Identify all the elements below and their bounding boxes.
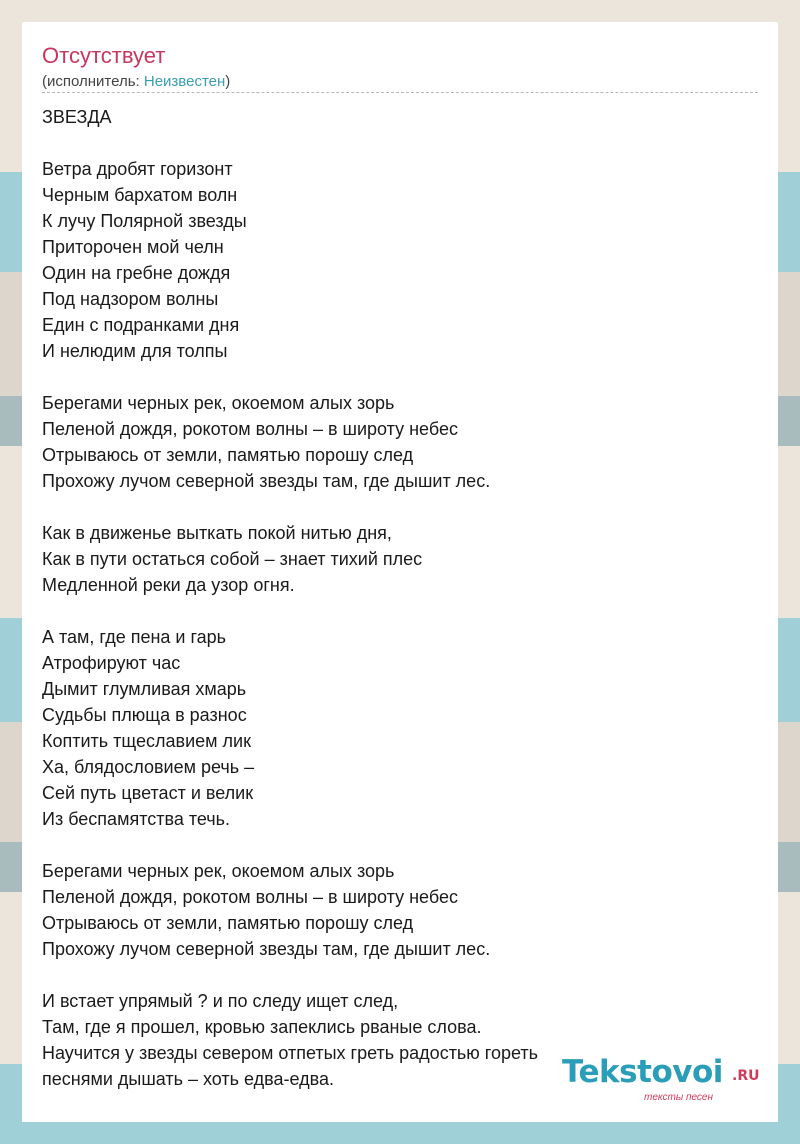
- lyric-line: Сей путь цветаст и велик: [42, 783, 254, 803]
- lyric-line: Под надзором волны: [42, 289, 219, 309]
- performer-link[interactable]: Неизвестен: [143, 73, 226, 90]
- lyric-line: Приторочен мой челн: [42, 237, 224, 257]
- lyric-line: Ха, блядословием речь –: [42, 757, 255, 777]
- tekstovoi-logo[interactable]: [562, 1054, 772, 1114]
- performer-suffix: ): [225, 73, 231, 90]
- lyric-line: Судьбы плюща в разнос: [42, 705, 247, 725]
- lyric-line: Коптить тщеславием лик: [42, 731, 251, 751]
- lyric-line: Атрофируют час: [42, 653, 181, 673]
- lyric-line: И встает упрямый ? и по следу ищет след,: [42, 991, 399, 1011]
- lyric-line: И нелюдим для толпы: [42, 341, 228, 361]
- lyric-line: Един с подранками дня: [42, 315, 240, 335]
- song-heading: ЗВЕЗДА: [42, 107, 112, 127]
- stanza-gap: [42, 494, 758, 520]
- lyric-line: Пеленой дождя, рокотом волны – в широту небес: [42, 419, 458, 439]
- lyric-line: Отрываюсь от земли, памятью порошу след: [42, 445, 414, 465]
- lyric-line: Берегами черных рек, окоемом алых зорь: [42, 393, 395, 413]
- lyric-line: К лучу Полярной звезды: [42, 211, 247, 231]
- stanza-gap: [42, 962, 758, 988]
- lyric-line: Как в пути остаться собой – знает тихий плес: [42, 549, 423, 569]
- lyric-line: песнями дышать – хоть едва-едва.: [42, 1069, 335, 1089]
- stanza-gap: [42, 364, 758, 390]
- lyric-line: Там, где я прошел, кровью запеклись рваные слова.: [42, 1017, 482, 1037]
- stanza-gap: [42, 130, 758, 156]
- lyric-line: Медленной реки да узор огня.: [42, 575, 295, 595]
- logo-tagline: тексты песен: [644, 1092, 713, 1103]
- lyric-line: Прохожу лучом северной звезды там, где дышит лес.: [42, 471, 491, 491]
- lyric-line: Как в движенье выткать покой нитью дня,: [42, 523, 392, 543]
- stanza-gap: [42, 598, 758, 624]
- lyrics-card: [22, 22, 778, 1122]
- divider: [42, 92, 758, 93]
- lyric-line: Пеленой дождя, рокотом волны – в широту небес: [42, 887, 458, 907]
- lyric-line: Дымит глумливая хмарь: [42, 679, 247, 699]
- lyric-line: Из беспамятства течь.: [42, 809, 231, 829]
- lyric-line: Черным бархатом волн: [42, 185, 238, 205]
- logo-name: Tekstovoi: [562, 1054, 723, 1090]
- lyric-line: Научится у звезды севером отпетых греть радостью гореть: [42, 1043, 539, 1063]
- logo-tld: .RU: [732, 1068, 760, 1084]
- performer-prefix: (исполнитель:: [42, 73, 144, 90]
- lyrics-text: [42, 104, 758, 1092]
- song-title: Отсутствует: [42, 43, 166, 68]
- performer-line: [42, 73, 230, 91]
- lyric-line: Один на гребне дождя: [42, 263, 231, 283]
- lyric-line: А там, где пена и гарь: [42, 627, 227, 647]
- lyric-line: Отрываюсь от земли, памятью порошу след: [42, 913, 414, 933]
- stanza-gap: [42, 832, 758, 858]
- lyric-line: Прохожу лучом северной звезды там, где дышит лес.: [42, 939, 491, 959]
- lyric-line: Ветра дробят горизонт: [42, 159, 233, 179]
- lyric-line: Берегами черных рек, окоемом алых зорь: [42, 861, 395, 881]
